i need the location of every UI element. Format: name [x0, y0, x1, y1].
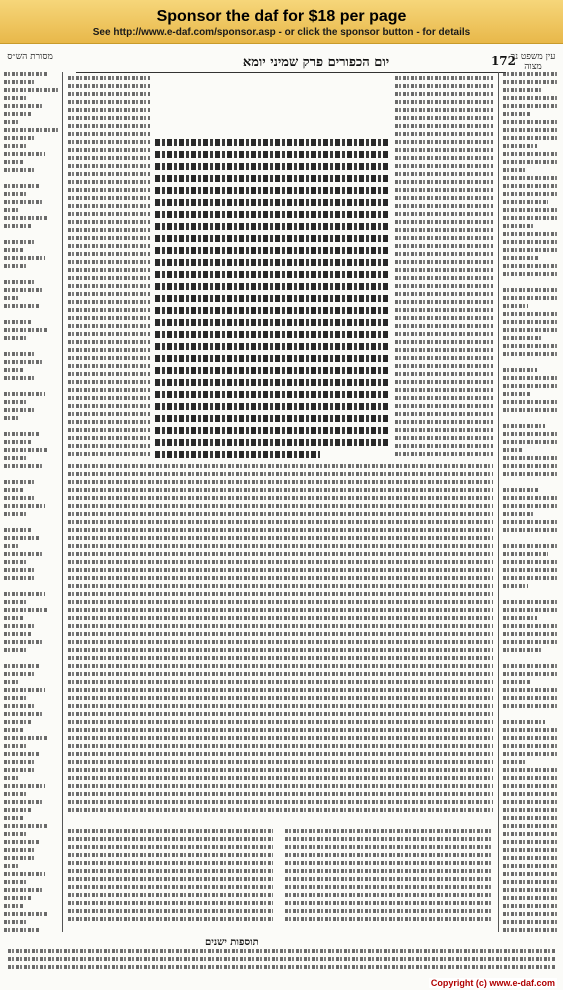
page-number: 172	[490, 54, 516, 68]
chapter-title: יום הכפורים פרק שמיני יומא	[242, 55, 390, 70]
masoret-hashas-column	[4, 72, 58, 932]
sponsor-subtitle[interactable]: See http://www.e-daf.com/sponsor.asp - or click the sponsor button - for details	[92, 27, 471, 38]
tosafot-yeshanim-label: תוספות ישנים	[205, 937, 259, 948]
gemara-main-text	[155, 139, 390, 459]
commentary-lower-block	[68, 464, 493, 824]
talmud-page-scan	[0, 44, 563, 990]
copyright-notice[interactable]: Copyright (c) www.e-daf.com	[430, 978, 555, 988]
rashi-column	[395, 76, 493, 461]
ein-mishpat-column	[503, 72, 559, 932]
column-rule	[62, 72, 63, 932]
column-rule	[498, 72, 499, 932]
bottom-commentary-left	[68, 829, 273, 929]
sponsor-banner[interactable]	[0, 0, 563, 44]
footer-notes	[8, 949, 556, 979]
page-header	[76, 54, 516, 73]
masoret-hashas-heading: מסורת הש״ס	[7, 52, 53, 62]
ein-mishpat-heading: עין משפט נר מצוה	[510, 52, 556, 72]
bottom-commentary-right	[285, 829, 493, 929]
sponsor-title[interactable]: Sponsor the daf for $18 per page	[156, 8, 407, 25]
tosafot-column	[68, 76, 150, 461]
